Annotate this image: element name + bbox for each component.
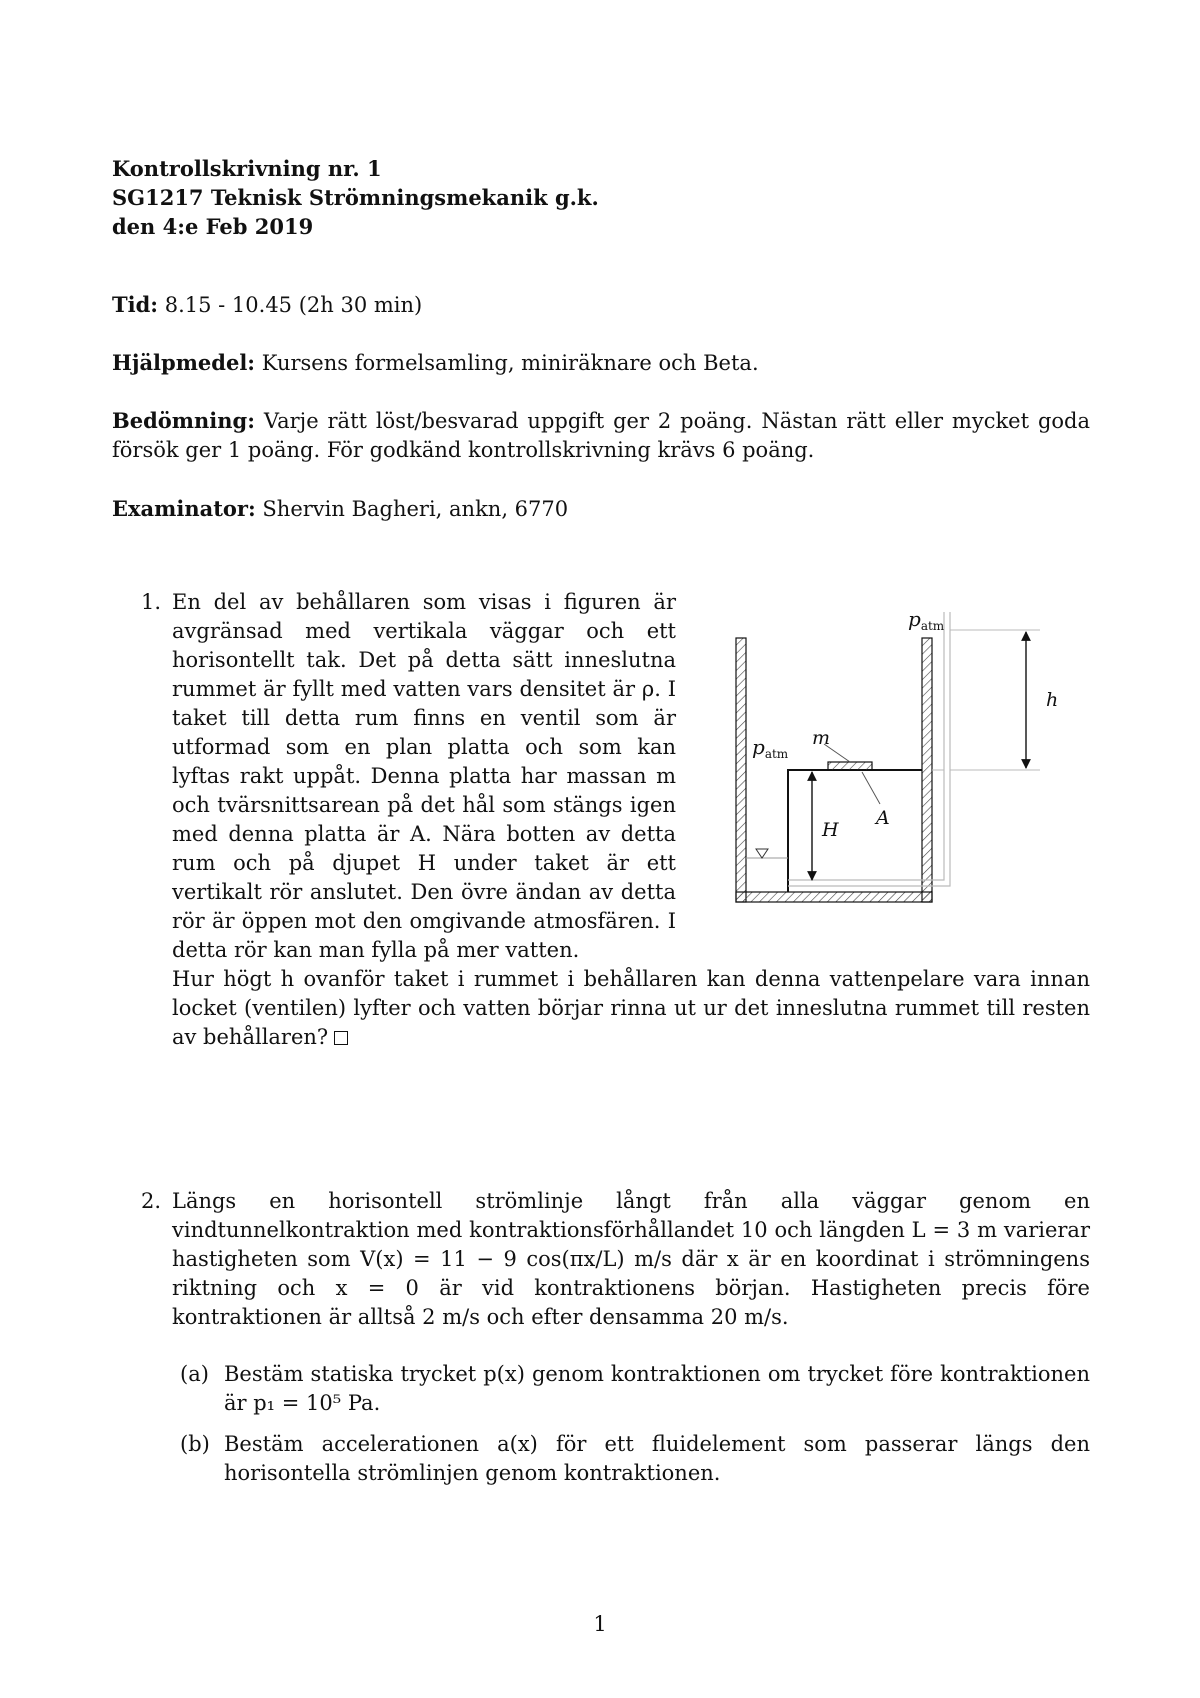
label-p-atm-right: $p_{atm}$ (908, 607, 945, 633)
question-2-number: 2. (141, 1189, 162, 1213)
question-2b-label: (b) (180, 1432, 210, 1456)
aids-value: Kursens formelsamling, miniräknare och Beta. (255, 351, 759, 375)
left-wall (736, 638, 746, 902)
right-wall (922, 638, 932, 902)
label-m: m (812, 727, 831, 749)
exam-header (112, 154, 599, 241)
exam-title: Kontrollskrivning nr. 1 (112, 156, 382, 181)
valve-plate (828, 762, 872, 770)
aids-info (112, 348, 1090, 378)
end-of-problem-icon (334, 1031, 348, 1045)
container-figure (700, 596, 1080, 916)
grading-info (112, 406, 1090, 465)
a-leader (862, 772, 880, 804)
inner-room (788, 770, 922, 892)
course-name: SG1217 Teknisk Strömningsmekanik g.k. (112, 185, 599, 210)
exam-date: den 4:e Feb 2019 (112, 214, 314, 239)
label-h: h (1046, 689, 1059, 711)
question-2a-label: (a) (180, 1362, 209, 1386)
question-1-number: 1. (141, 590, 162, 614)
question-2-text: Längs en horisontell strömlinje långt från alla väggar genom en vindtunnelkontraktion med kontraktionsförhållandet 10 och längden L = 3 m varierar hastigheten som V(x) = 11 − 9 cos(πx/L) m/s där x är en koordinat i strömningens riktning och x = 0 är vid kontraktionens början. Hastigheten precis före kontraktionen är alltså 2 m/s och efter densamma 20 m/s. (172, 1189, 1090, 1329)
question-2b-text: Bestäm accelerationen a(x) för ett fluidelement som passerar längs den horisontella strömlinjen genom kontraktionen. (224, 1432, 1090, 1485)
examiner-label: Examinator: (112, 496, 256, 521)
time-info (112, 290, 1090, 320)
examiner-value: Shervin Bagheri, ankn, 6770 (255, 497, 569, 521)
question-2a-text: Bestäm statiska trycket p(x) genom kontraktionen om trycket före kontraktionen är p₁ = 10⁵ Pa. (224, 1362, 1090, 1415)
aids-label: Hjälpmedel: (112, 350, 256, 375)
time-value: 8.15 - 10.45 (2h 30 min) (158, 293, 423, 317)
time-label: Tid: (112, 292, 159, 317)
question-1-text: En del av behållaren som visas i figuren är avgränsad med vertikala väggar och ett horisontellt tak. Det på detta sätt inneslutna rummet är fyllt med vatten vars densitet är ρ. I taket till detta rum finns en ventil som är utformad som en plan platta och som kan lyftas rakt uppåt. Denna platta har massan m och tvärsnittsarean på det hål som stängs igen med denna platta är A. Nära botten av detta rum och på djupet H under taket är ett vertikalt rör anslutet. Den övre ändan av detta rör är öppen mot den omgivande atmosfären. I detta rör kan man fylla på mer vatten. (172, 590, 676, 962)
question-1-question (172, 965, 1090, 1052)
grading-label: Bedömning: (112, 408, 255, 433)
bottom-wall (736, 892, 932, 902)
examiner-info (112, 494, 1090, 524)
grading-value: Varje rätt löst/besvarad uppgift ger 2 poäng. Nästan rätt eller mycket goda försök ger 1 poäng. För godkänd kontrollskrivning krävs 6 poäng. (112, 409, 1090, 462)
page-number: 1 (593, 1612, 607, 1636)
label-A: A (876, 807, 890, 829)
label-H: H (822, 819, 839, 841)
free-surface-icon (756, 849, 768, 858)
label-p-atm-left: $p_{atm}$ (752, 735, 789, 761)
question-1-question-text: Hur högt h ovanför taket i rummet i behållaren kan denna vattenpelare vara innan locket (ventilen) lyfter och vatten börjar rinna ut ur det inneslutna rummet till resten av behållaren? (172, 967, 1090, 1049)
